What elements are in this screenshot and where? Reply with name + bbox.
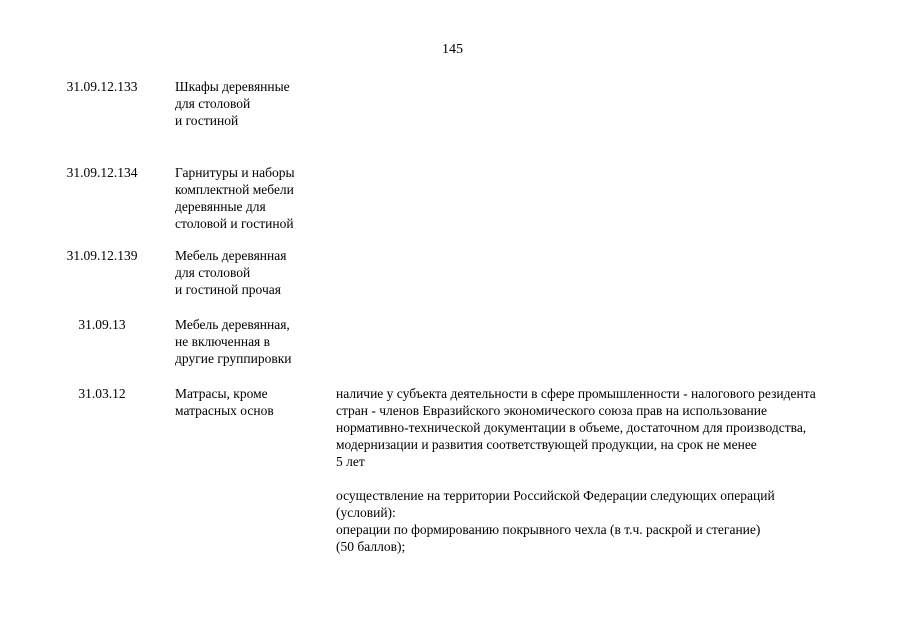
product-name-line: Мебель деревянная, bbox=[175, 317, 290, 332]
product-name-line: столовой и гостиной bbox=[175, 216, 294, 231]
condition-line: (условий): bbox=[336, 505, 396, 520]
okpd-code: 31.09.12.139 bbox=[66, 248, 138, 263]
okpd-code: 31.09.13 bbox=[78, 317, 126, 332]
condition-line: наличие у субъекта деятельности в сфере промышленности - налогового резидента bbox=[336, 386, 816, 401]
product-name-line: для столовой bbox=[175, 265, 251, 280]
production-conditions bbox=[336, 385, 896, 555]
product-name bbox=[175, 247, 325, 298]
condition-line: стран - членов Евразийского экономического союза прав на использование bbox=[336, 403, 767, 418]
paragraph-spacer bbox=[336, 470, 896, 487]
product-name-line: не включенная в bbox=[175, 334, 271, 349]
product-name-line: деревянные для bbox=[175, 199, 266, 214]
product-name bbox=[175, 78, 325, 129]
product-name bbox=[175, 164, 325, 232]
condition-line: нормативно-технической документации в объеме, достаточном для производства, bbox=[336, 420, 807, 435]
product-name-line: и гостиной прочая bbox=[175, 282, 281, 297]
product-name bbox=[175, 316, 325, 367]
product-name-line: матрасных основ bbox=[175, 403, 274, 418]
product-name-line: для столовой bbox=[175, 96, 251, 111]
okpd-code: 31.09.12.134 bbox=[66, 165, 138, 180]
product-name-line: Шкафы деревянные bbox=[175, 79, 290, 94]
product-name-line: Мебель деревянная bbox=[175, 248, 287, 263]
product-name-line: Гарнитуры и наборы bbox=[175, 165, 295, 180]
product-name-line: комплектной мебели bbox=[175, 182, 294, 197]
condition-line: операции по формированию покрывного чехла (в т.ч. раскрой и стегание) bbox=[336, 522, 761, 537]
condition-line: осуществление на территории Российской Федерации следующих операций bbox=[336, 488, 775, 503]
okpd-code: 31.03.12 bbox=[78, 386, 126, 401]
okpd-code: 31.09.12.133 bbox=[66, 79, 138, 94]
page-number: 145 bbox=[442, 42, 463, 57]
product-name-line: и гостиной bbox=[175, 113, 239, 128]
product-name-line: Матрасы, кроме bbox=[175, 386, 268, 401]
condition-line: 5 лет bbox=[336, 454, 365, 469]
condition-line: модернизации и развития соответствующей продукции, на срок не менее bbox=[336, 437, 757, 452]
product-name-line: другие группировки bbox=[175, 351, 292, 366]
product-name bbox=[175, 385, 325, 419]
condition-line: (50 баллов); bbox=[336, 539, 406, 554]
